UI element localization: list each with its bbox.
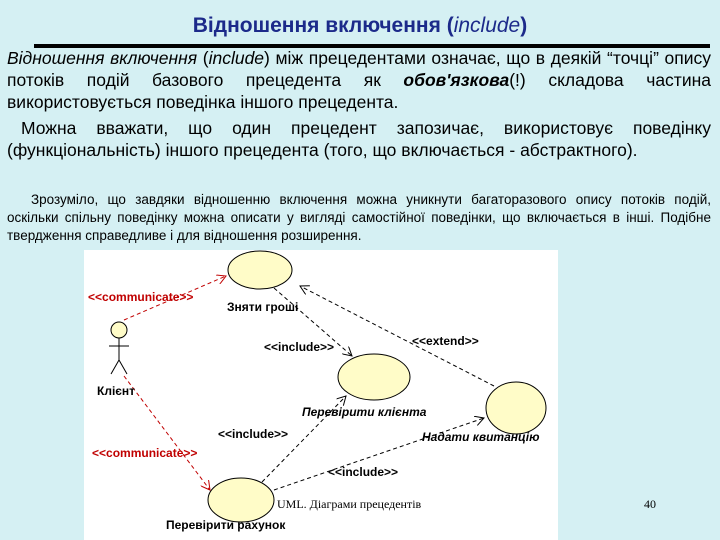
title-main: Відношення включення — [192, 14, 441, 37]
definition-text-3: (!) складова частина використовується поведінка іншого прецедента. — [7, 70, 711, 112]
label-verify-client: Перевірити клієнта — [302, 405, 427, 419]
paragraph-note: Зрозуміло, що завдяки відношенню включення можна уникнути багаторазового опису потоків подій, оскільки спільну поведінку можна описати у вигляді самостійної поведінки, що включається в інші. Подібне твердження справедливе і для відношення розширення. — [7, 192, 711, 243]
usecase-receipt-ellipse[interactable] — [486, 382, 546, 434]
usecase-verify-client-ellipse[interactable] — [338, 354, 410, 400]
label-extend: <<extend>> — [412, 334, 479, 348]
label-include-1: <<include>> — [264, 340, 335, 354]
definition-emphasis: обов'язкова — [403, 70, 510, 90]
paragraph-borrowing: Можна вважати, що один прецедент запозичає, використовує поведінку (функціональність) іншого прецедента (того, що включається - абстрактного). — [7, 118, 711, 160]
communicate-bottom-line — [124, 376, 210, 490]
title-paren-close: ) — [520, 14, 528, 37]
label-communicate-bottom: <<communicate>> — [92, 446, 198, 460]
definition-lead: Відношення включення — [7, 48, 198, 68]
usecase-withdraw-ellipse[interactable] — [228, 251, 292, 289]
definition-text-2: ) між прецедентами означає, що в деякій “точці” опису потоків подій базового прецедента як — [7, 48, 711, 90]
label-receipt: Надати квитанцію — [422, 430, 540, 444]
label-withdraw: Зняти гроші — [227, 300, 299, 314]
include-check-receipt-line — [274, 418, 484, 490]
slide-title — [0, 14, 720, 38]
usecase-check-account-ellipse[interactable] — [208, 478, 274, 522]
definition-text-1: ( — [197, 48, 209, 68]
footer-text: UML. Діаграми прецедентів — [277, 497, 422, 511]
page-number: 40 — [644, 497, 656, 511]
actor-figure[interactable] — [109, 322, 129, 374]
label-communicate-top: <<communicate>> — [88, 290, 194, 304]
title-term: include — [453, 14, 521, 37]
label-include-3: <<include>> — [328, 465, 399, 479]
label-actor: Клієнт — [97, 384, 136, 398]
definition-term: include — [208, 48, 265, 68]
label-include-2: <<include>> — [218, 427, 289, 441]
label-check-account: Перевірити рахунок — [166, 518, 286, 532]
paragraph-definition — [7, 47, 711, 113]
title-paren-open: ( — [440, 14, 454, 37]
